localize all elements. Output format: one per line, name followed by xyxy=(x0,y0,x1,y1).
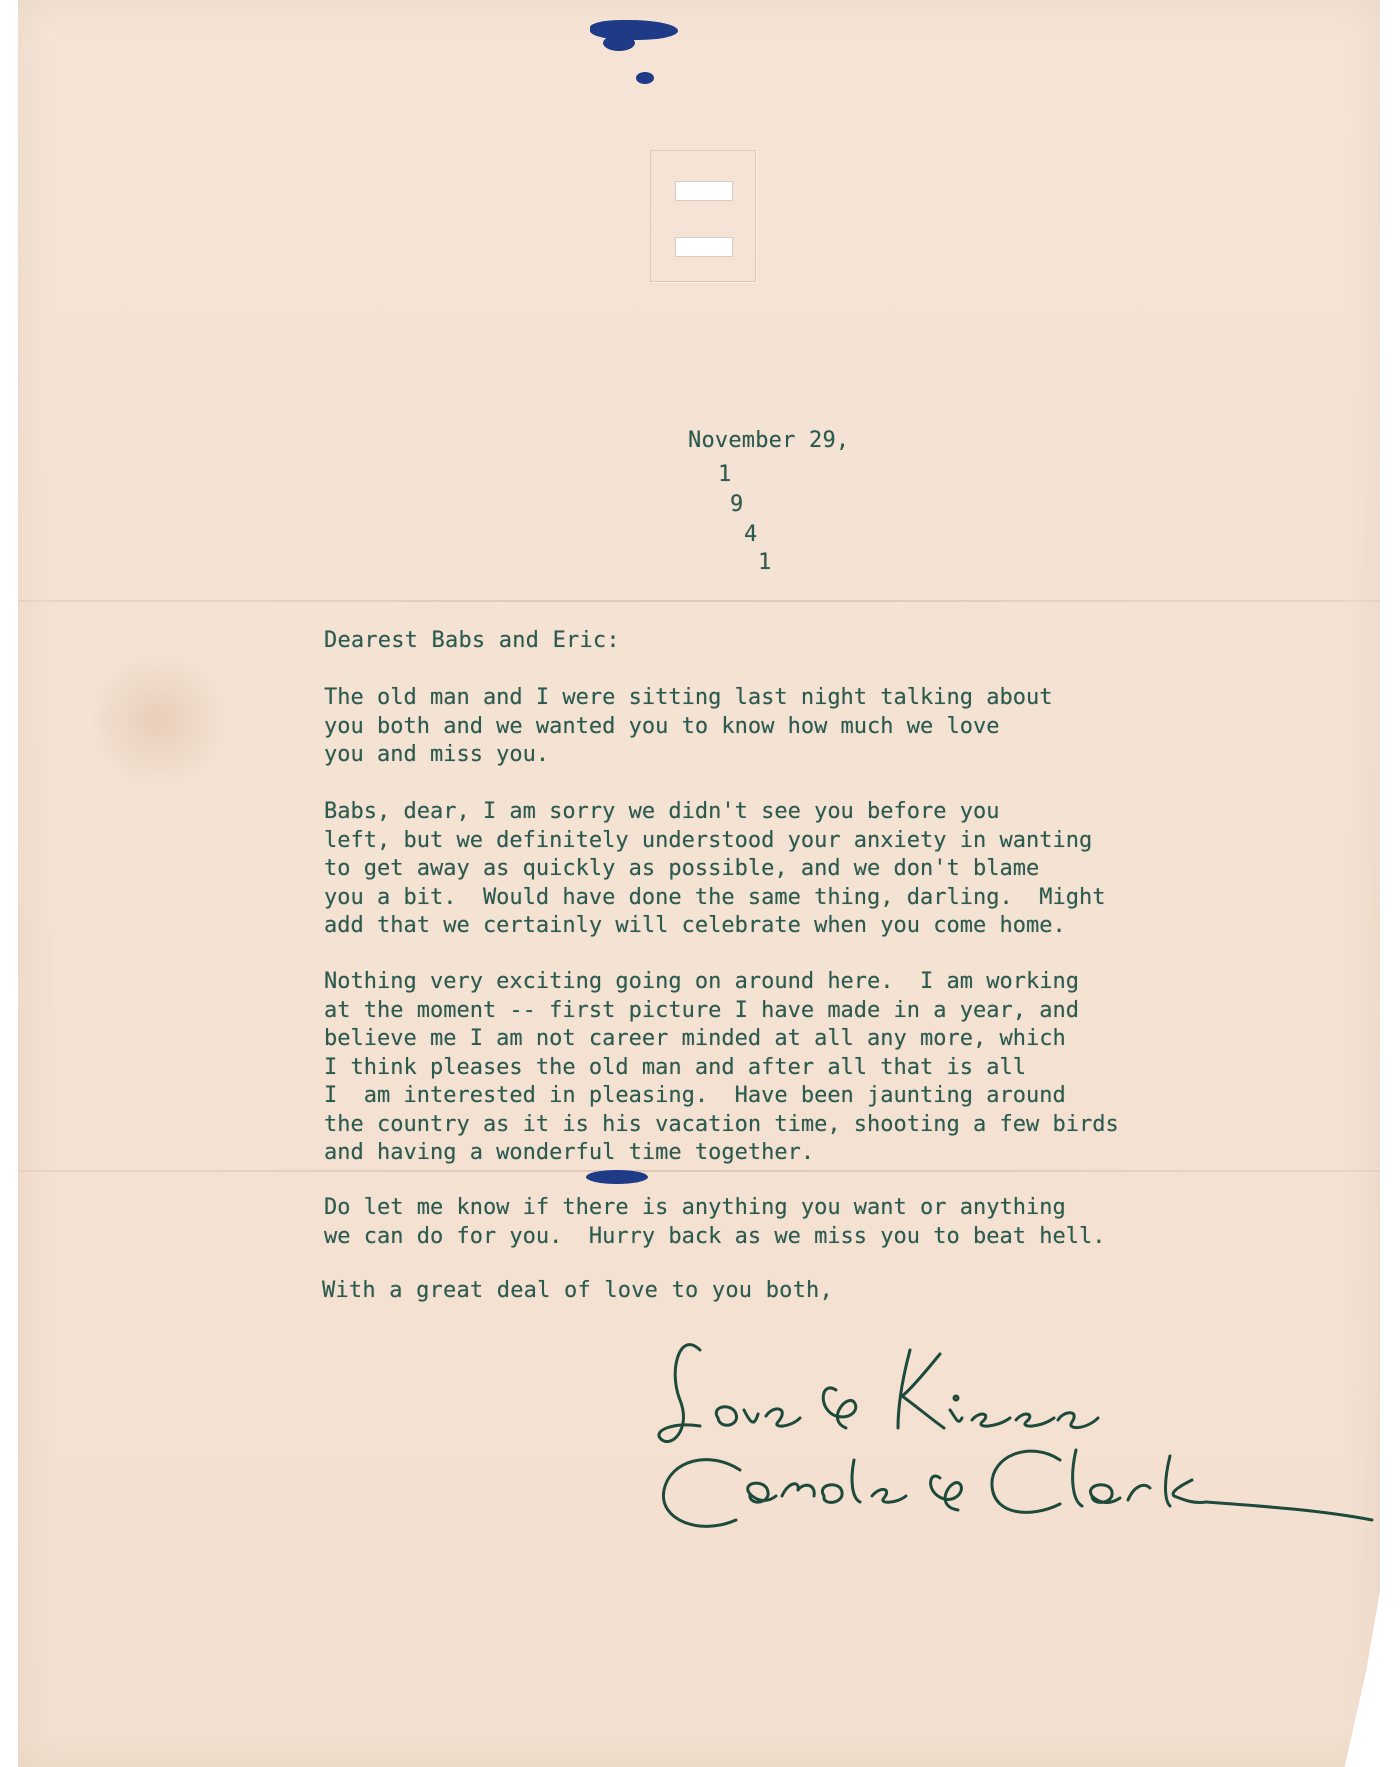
paragraph xyxy=(324,684,1052,770)
text-line: I am interested in pleasing. Have been jaunting around xyxy=(324,1083,1066,1108)
year-digit: 1 xyxy=(718,462,732,487)
text-line: add that we certainly will celebrate when you come home. xyxy=(324,913,1066,938)
text-line: the country as it is his vacation time, shooting a few birds xyxy=(324,1111,1119,1137)
salutation: Dearest Babs and Eric: xyxy=(324,628,620,653)
text-line: Babs, dear, I am sorry we didn't see you before you xyxy=(324,799,1000,824)
paragraph xyxy=(324,798,1105,941)
ink-blot xyxy=(603,35,635,51)
handwritten-signature xyxy=(640,1310,1380,1570)
fold-crease xyxy=(18,1170,1380,1172)
text-line: I think pleases the old man and after all that is all xyxy=(324,1054,1026,1080)
text-line: you and miss you. xyxy=(324,742,550,767)
paragraph xyxy=(324,968,1119,1168)
embossed-letterhead xyxy=(650,150,756,282)
letter-date: November 29, xyxy=(688,428,850,453)
text-line: left, but we definitely understood your anxiety in wanting xyxy=(324,827,1093,853)
text-line: you both and we wanted you to know how much we love xyxy=(324,713,1000,739)
paper-stain xyxy=(88,650,228,790)
fold-crease xyxy=(18,600,1380,602)
embossed-slot xyxy=(675,181,733,201)
text-line: Nothing very exciting going on around here. I am working xyxy=(324,969,1079,994)
closing-line: With a great deal of love to you both, xyxy=(322,1278,833,1303)
text-line: we can do for you. Hurry back as we miss you to beat hell. xyxy=(324,1223,1106,1249)
text-line: at the moment -- first picture I have made in a year, and xyxy=(324,997,1079,1023)
text-line: and having a wonderful time together. xyxy=(324,1140,815,1165)
text-line: to get away as quickly as possible, and we don't blame xyxy=(324,856,1040,881)
text-line: Do let me know if there is anything you want or anything xyxy=(324,1195,1066,1220)
year-digit: 4 xyxy=(744,522,758,547)
text-line: believe me I am not career minded at all any more, which xyxy=(324,1026,1066,1051)
text-line: The old man and I were sitting last night talking about xyxy=(324,685,1053,710)
paragraph xyxy=(324,1194,1105,1251)
embossed-slot xyxy=(675,237,733,257)
year-digit: 1 xyxy=(758,550,772,575)
ink-blot xyxy=(590,20,678,40)
ink-blot xyxy=(636,72,654,84)
text-line: you a bit. Would have done the same thing, darling. Might xyxy=(324,884,1106,910)
ink-blot xyxy=(586,1170,648,1184)
year-digit: 9 xyxy=(730,492,744,517)
